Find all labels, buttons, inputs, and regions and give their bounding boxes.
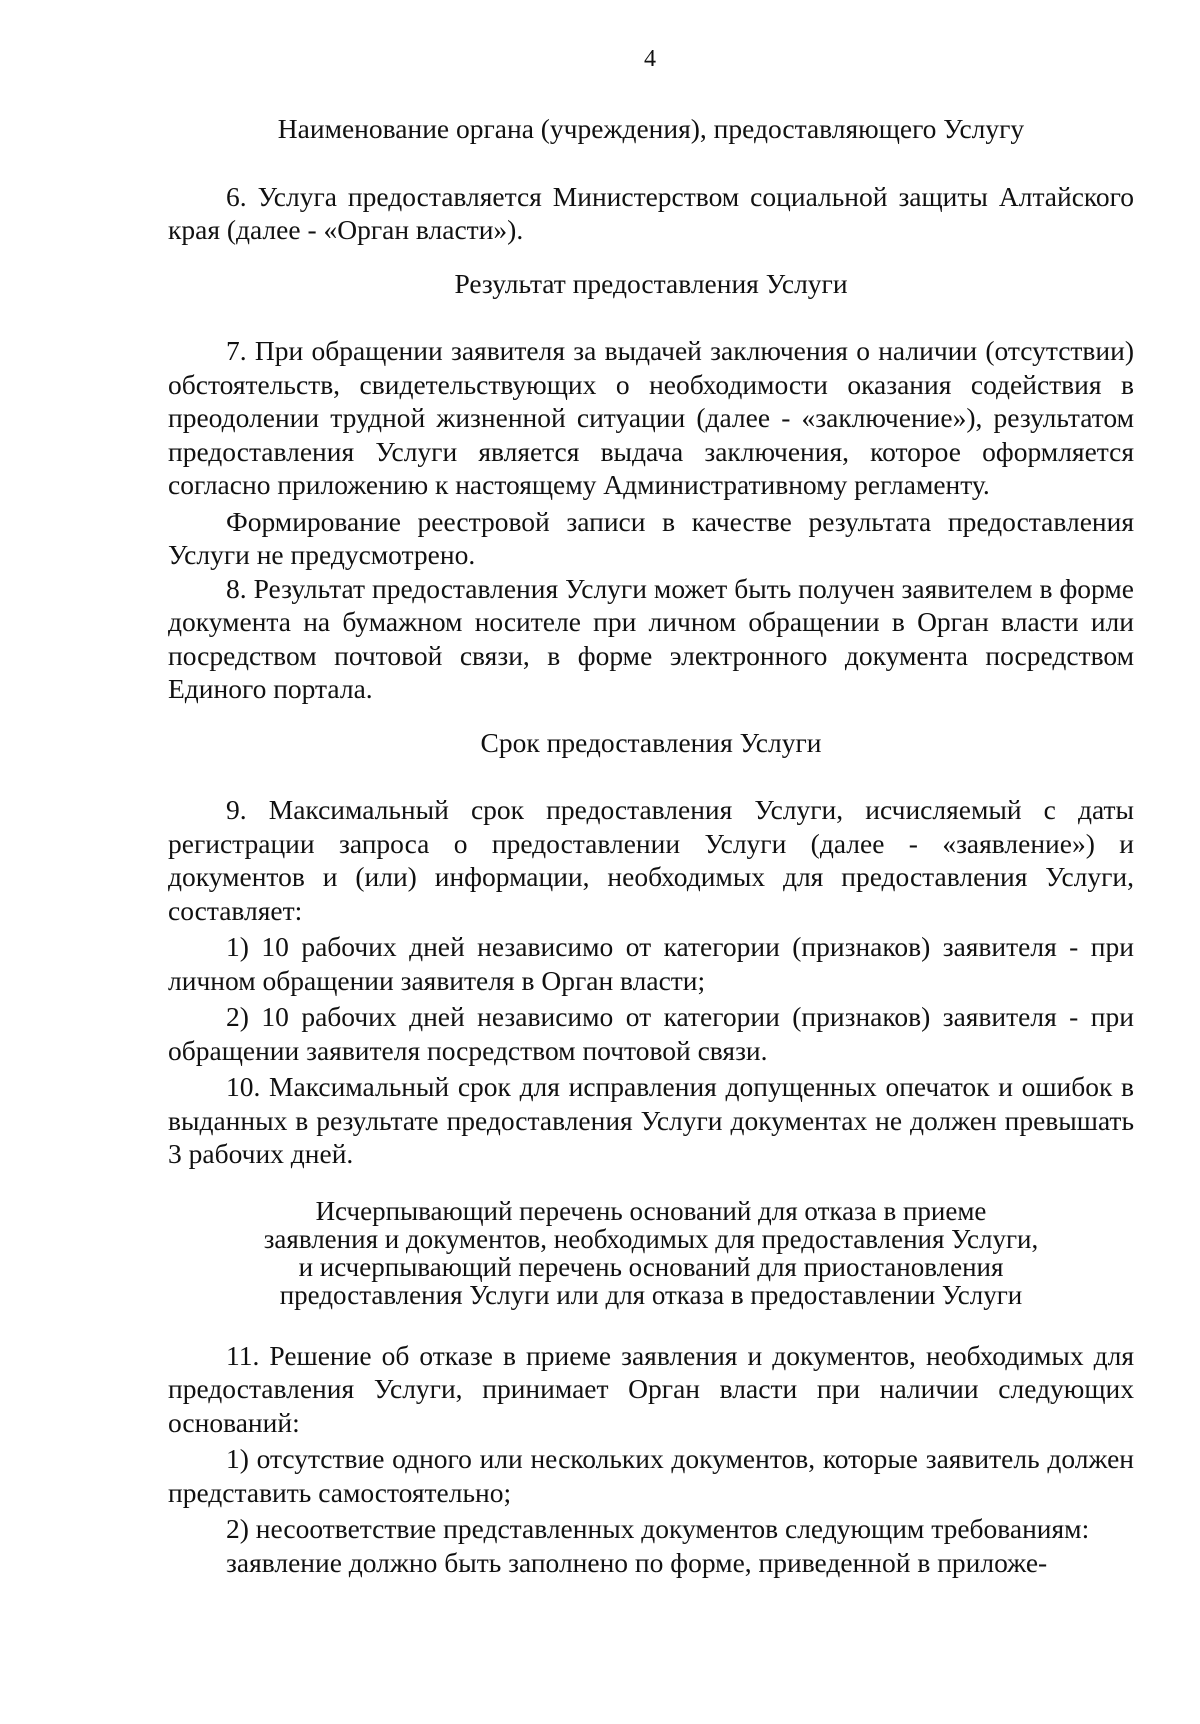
paragraph-9-item-2: 2) 10 рабочих дней независимо от категории (признаков) заявителя - при обращении заявителя посредством почтовой связи. <box>168 1001 1134 1066</box>
paragraph-11-item-2: 2) несоответствие представленных документов следующим требованиям: <box>226 1513 1090 1544</box>
section-heading-term: Срок предоставления Услуги <box>480 726 822 758</box>
section-heading-refusal-grounds: Исчерпывающий перечень оснований для отказа в приеме заявления и документов, необходимых для предоставления Услуги, и исчерпывающий перечень оснований для приостановления предоставления Услуги или для отказа в предоставлении Услуги <box>263 1195 1039 1310</box>
section-heading-authority: Наименование органа (учреждения), предоставляющего Услугу <box>277 113 1025 144</box>
paragraph-11: 11. Решение об отказе в приеме заявления и документов, необходимых для предоставления Услуги, принимает Орган власти при наличии следующих оснований: <box>168 1339 1134 1438</box>
page-number: 4 <box>644 46 656 72</box>
paragraph-7-registry: Формирование реестровой записи в качестве результата предоставления Услуги не предусмотрено. <box>168 505 1134 570</box>
paragraph-9: 9. Максимальный срок предоставления Услуги, исчисляемый с даты регистрации запроса о предоставлении Услуги (далее - «заявление») и документов и (или) информации, необходимых для предоставления Услуги, составляет: <box>168 794 1134 926</box>
paragraph-10: 10. Максимальный срок для исправления допущенных опечаток и ошибок в выданных в результате предоставления Услуги документах не должен превышать 3 рабочих дней. <box>168 1071 1134 1169</box>
paragraph-9-item-1: 1) 10 рабочих дней независимо от категории (признаков) заявителя - при личном обращении заявителя в Орган власти; <box>168 931 1134 996</box>
paragraph-11-item-1: 1) отсутствие одного или нескольких документов, которые заявитель должен представить самостоятельно; <box>168 1443 1134 1508</box>
paragraph-8: 8. Результат предоставления Услуги может быть получен заявителем в форме документа на бумажном носителе при личном обращении в Орган власти или посредством почтовой связи, в форме электронного документа посредством Единого портала. <box>168 572 1134 704</box>
paragraph-11-item-2-continuation: заявление должно быть заполнено по форме, приведенной в приложе- <box>226 1546 1048 1578</box>
paragraph-7: 7. При обращении заявителя за выдачей заключения о наличии (отсутствии) обстоятельств, свидетельствующих о необходимости оказания содействия в преодолении трудной жизненной ситуации (далее - «заключение»), результатом предоставления Услуги является выдача заключения, которое оформляется согласно приложению к настоящему Административному регламенту. <box>168 335 1134 500</box>
section-heading-result: Результат предоставления Услуги <box>454 267 848 299</box>
document-body <box>168 112 1134 1579</box>
paragraph-6: 6. Услуга предоставляется Министерством социальной защиты Алтайского края (далее - «Орган власти»). <box>168 180 1134 245</box>
